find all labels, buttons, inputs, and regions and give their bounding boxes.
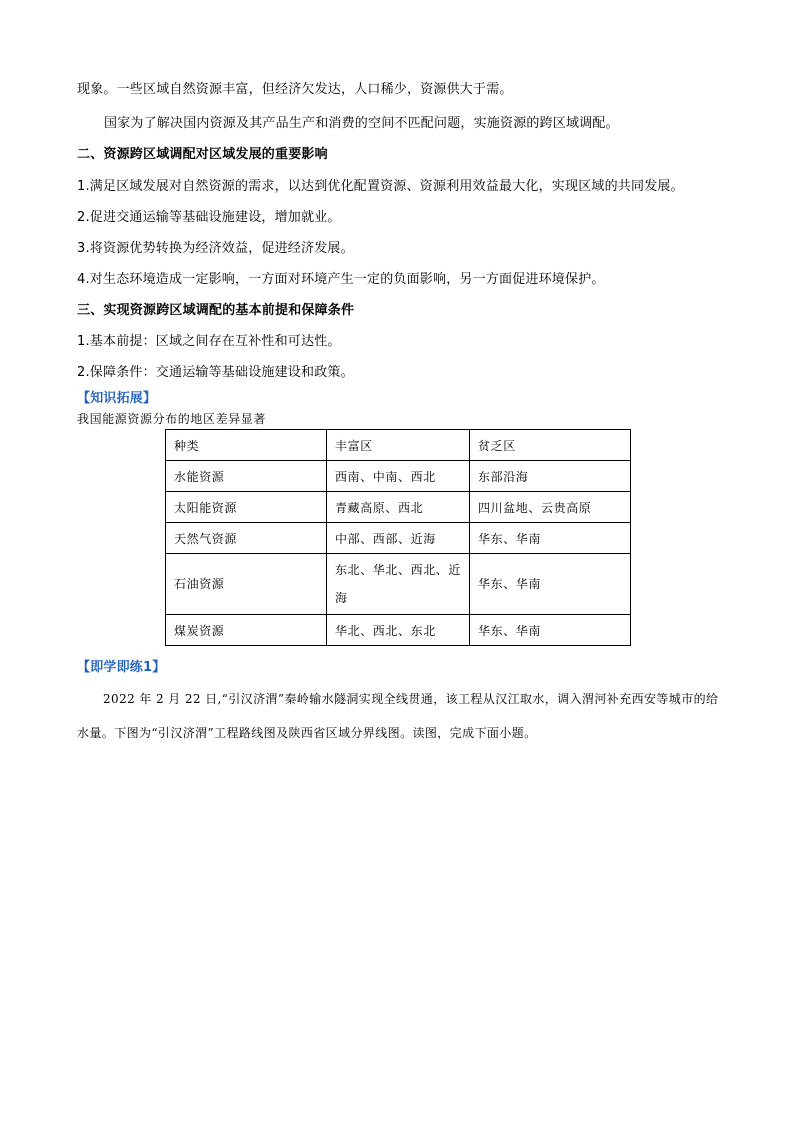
table-caption: 我国能源资源分布的地区差异显著	[77, 412, 267, 426]
table-cell: 东部沿海	[470, 461, 631, 492]
table-row	[166, 554, 631, 615]
table-cell: 天然气资源	[166, 523, 327, 554]
table-cell: 太阳能资源	[166, 492, 327, 523]
table-cell: 西南、中南、西北	[327, 461, 470, 492]
text-line: 国家为了解决国内资源及其产品生产和消费的空间不匹配问题，实施资源的跨区域调配。	[104, 116, 619, 131]
table-row	[166, 492, 631, 523]
list-item: 1.满足区域发展对自然资源的需求，以达到优化配置资源、资源利用效益最大化，实现区域的共同发展。	[77, 179, 684, 194]
practice-heading: 【即学即练1】	[77, 660, 166, 675]
text-line: 现象。一些区域自然资源丰富，但经济欠发达，人口稀少，资源供大于需。	[77, 82, 513, 97]
section-heading: 三、实现资源跨区域调配的基本前提和保障条件	[77, 303, 355, 318]
energy-resource-table	[165, 429, 631, 646]
list-item: 1.基本前提：区域之间存在互补性和可达性。	[77, 334, 341, 349]
list-item: 2.保障条件：交通运输等基础设施建设和政策。	[77, 365, 354, 380]
table-header-cell: 丰富区	[327, 430, 470, 461]
table-cell: 东北、华北、西北、近海	[327, 554, 470, 615]
table-row	[166, 523, 631, 554]
table-cell: 青藏高原、西北	[327, 492, 470, 523]
list-item: 4.对生态环境造成一定影响，一方面对环境产生一定的负面影响，另一方面促进环境保护。	[77, 272, 605, 287]
list-item: 2.促进交通运输等基础设施建设，增加就业。	[77, 210, 341, 225]
table-cell: 四川盆地、云贵高原	[470, 492, 631, 523]
table-cell: 煤炭资源	[166, 615, 327, 646]
table-cell: 华东、华南	[470, 554, 631, 615]
table-cell: 华北、西北、东北	[327, 615, 470, 646]
table-cell: 石油资源	[166, 554, 327, 615]
knowledge-extension-heading: 【知识拓展】	[77, 391, 157, 406]
section-heading: 二、资源跨区域调配对区域发展的重要影响	[77, 147, 328, 162]
table-cell: 中部、西部、近海	[327, 523, 470, 554]
table-row	[166, 461, 631, 492]
practice-paragraph: 2022 年 2 月 22 日,“引汉济渭”秦岭输水隧洞实现全线贯通，该工程从汉江取水，调入渭河补充西安等城市的给水量。下图为“引汉济渭”工程路线图及陕西省区域分界线图。读图，完成下面小题。	[77, 692, 719, 740]
table-cell: 华东、华南	[470, 523, 631, 554]
table-row	[166, 615, 631, 646]
table-header-cell: 贫乏区	[470, 430, 631, 461]
list-item: 3.将资源优势转换为经济效益，促进经济发展。	[77, 241, 354, 256]
table-cell: 水能资源	[166, 461, 327, 492]
table-cell: 华东、华南	[470, 615, 631, 646]
table-header-row	[166, 430, 631, 461]
table-header-cell: 种类	[166, 430, 327, 461]
